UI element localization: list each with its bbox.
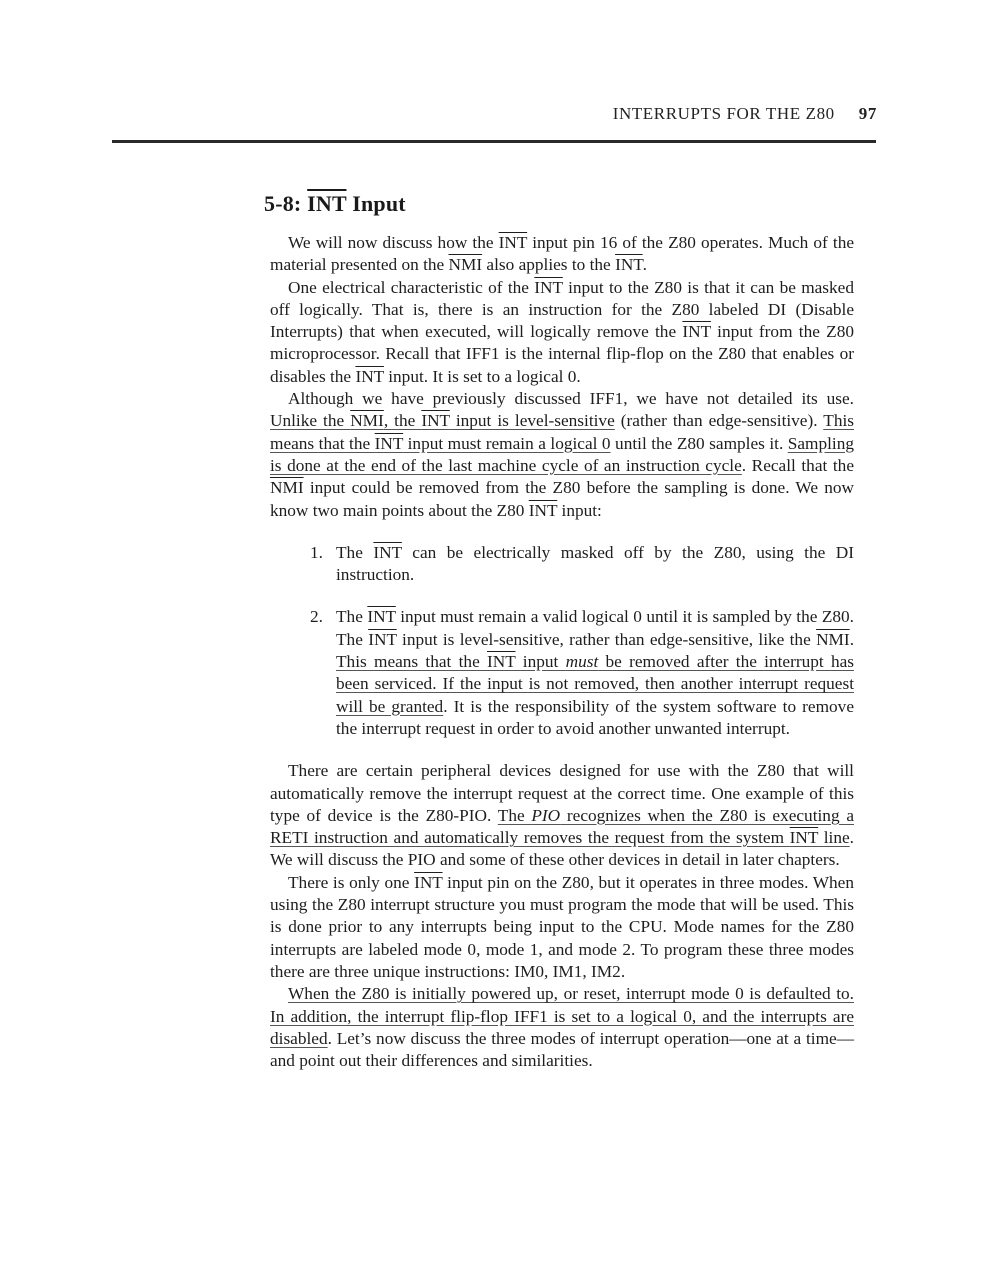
- section-title: [264, 191, 406, 217]
- paragraph-4: [270, 760, 854, 871]
- text: be removed after the interrupt has been serviced. If the input is not removed, then another interrupt request will be granted: [336, 652, 854, 716]
- signal-int: $\overline{INT}$: [367, 607, 396, 627]
- signal-int: $\overline{INT}$: [498, 233, 528, 252]
- text: input:: [557, 500, 602, 520]
- text: One electrical characteristic of the: [288, 277, 535, 297]
- emphasis: PIO: [531, 805, 561, 825]
- text: Unlike the: [270, 411, 351, 431]
- text: line: [818, 828, 850, 848]
- underlined-passage: Sampling is done at the end of the last machine cycle of an instruction cycle: [270, 433, 855, 475]
- numbered-list: [270, 542, 854, 740]
- text: .: [849, 629, 855, 649]
- list-number: 2.: [310, 607, 323, 627]
- text: There are certain peripheral devices designed for use with the Z80 that will automatically remove the interrupt request at the correct time. One example of this type of device is the Z80-PIO.: [270, 761, 854, 825]
- text: input pin on the Z80, but it operates in three modes. When using the Z80 interrupt structure you must program the mode that will be used. This is done prior to any interrupts being input to the CPU. Mode names for the Z80 interrupts are labeled mode 0, mode 1, and mode 2. To program these three modes there are three unique instructions: IM0, IM1, IM2.: [270, 872, 854, 981]
- text: .: [642, 255, 647, 275]
- text: . Recall that the: [741, 455, 854, 475]
- signal-int: INT: [487, 652, 516, 672]
- paragraph-6: [270, 983, 854, 1072]
- signal-nmi: NMI: [350, 411, 384, 431]
- emphasis: must: [565, 652, 599, 672]
- list-item: [270, 606, 854, 740]
- page-number: 97: [858, 104, 877, 123]
- text: The: [336, 542, 374, 562]
- text: . It is the responsibility of the system software to remove the interrupt request in order to avoid another unwanted interrupt.: [336, 696, 854, 738]
- text: The: [336, 607, 368, 627]
- text: This means that the: [270, 411, 855, 453]
- text: also applies to the: [482, 255, 616, 275]
- signal-int: $\overline{INT}$: [373, 542, 402, 562]
- text: . We will discuss the PIO and some of these other devices in detail in later chapters.: [270, 828, 854, 870]
- text: input is level-sensitive, rather than edge-sensitive, like the: [396, 629, 817, 649]
- text: . Let’s now discuss the three modes of interrupt operation—one at a time—and point out their differences and similarities.: [270, 1028, 854, 1071]
- text: input pin 16 of the Z80 operates. Much of the material presented on the: [270, 233, 855, 275]
- list-number: 1.: [310, 542, 323, 562]
- signal-int: $\overline{INT}$: [414, 872, 443, 892]
- signal-int: INT: [789, 828, 819, 848]
- signal-int: $\overline{INT}$: [355, 366, 384, 386]
- signal-int: $\overline{INT}$: [682, 322, 711, 342]
- section-title-rest: Input: [352, 191, 406, 216]
- underlined-passage: When the Z80 is initially powered up, or reset, interrupt mode 0 is defaulted to. In addition, the interrupt flip-flop IFF1 is set to a logical 0, and the interrupts are disabled: [270, 984, 854, 1048]
- text: , the: [383, 411, 422, 431]
- text: input must remain a logical 0: [403, 433, 611, 453]
- text: Although we have previously discussed IFF1, we have not detailed its use.: [288, 389, 854, 409]
- paragraph-5: [270, 872, 854, 983]
- underlined-passage: [270, 411, 615, 430]
- paragraph-2: [270, 277, 854, 388]
- text: input must remain a valid logical 0 until it is sampled by the Z80. The: [336, 607, 854, 649]
- paragraph-3: [270, 388, 854, 522]
- text: This means that the: [336, 652, 488, 672]
- text: input to the Z80 is that it can be masked off logically. That is, there is an instruction for the Z80 labeled DI (Disable Interrupts) that when executed, will logically remove the: [270, 277, 854, 342]
- running-head: [0, 104, 877, 124]
- text: There is only one: [288, 872, 415, 892]
- signal-int: $\overline{INT}$: [368, 629, 397, 649]
- text: until the Z80 samples it.: [610, 433, 788, 453]
- list-item: [270, 542, 854, 587]
- text: input could be removed from the Z80 before the sampling is done. We now know two main points about the Z80: [270, 478, 854, 520]
- signal-nmi: $\overline{NMI}$: [270, 478, 304, 498]
- signal-int: $\overline{INT}$: [534, 277, 563, 297]
- header-rule: [112, 140, 876, 143]
- body-text: [270, 232, 854, 1072]
- signal-nmi: $\overline{NMI}$: [816, 629, 850, 649]
- running-title: INTERRUPTS FOR THE Z80: [612, 104, 835, 123]
- text: We will now discuss how the: [288, 233, 499, 252]
- text: input: [515, 652, 566, 672]
- text: The: [497, 805, 532, 825]
- text: input is level-sensitive: [449, 411, 615, 431]
- text: can be electrically masked off by the Z80, using the DI instruction.: [336, 542, 855, 585]
- text: recognizes when the Z80 is executing a RETI instruction and automatically removes the request from the system: [270, 805, 854, 848]
- section-signal: $\overline{INT}$: [307, 191, 347, 216]
- signal-nmi: $\overline{NMI}$: [448, 255, 483, 275]
- text: (rather than edge-sensitive).: [614, 411, 824, 431]
- section-number: 5-8:: [264, 191, 302, 216]
- signal-int: $\overline{INT}$: [528, 500, 558, 520]
- signal-int: $\overline{INT}$: [615, 255, 643, 275]
- paragraph-1: [270, 232, 854, 277]
- text: input. It is set to a logical 0.: [383, 366, 581, 386]
- text: input from the Z80 microprocessor. Recall that IFF1 is the internal flip-flop on the Z80 that enables or disables the: [270, 322, 854, 386]
- signal-int: INT: [421, 411, 450, 431]
- signal-int: INT: [374, 433, 404, 453]
